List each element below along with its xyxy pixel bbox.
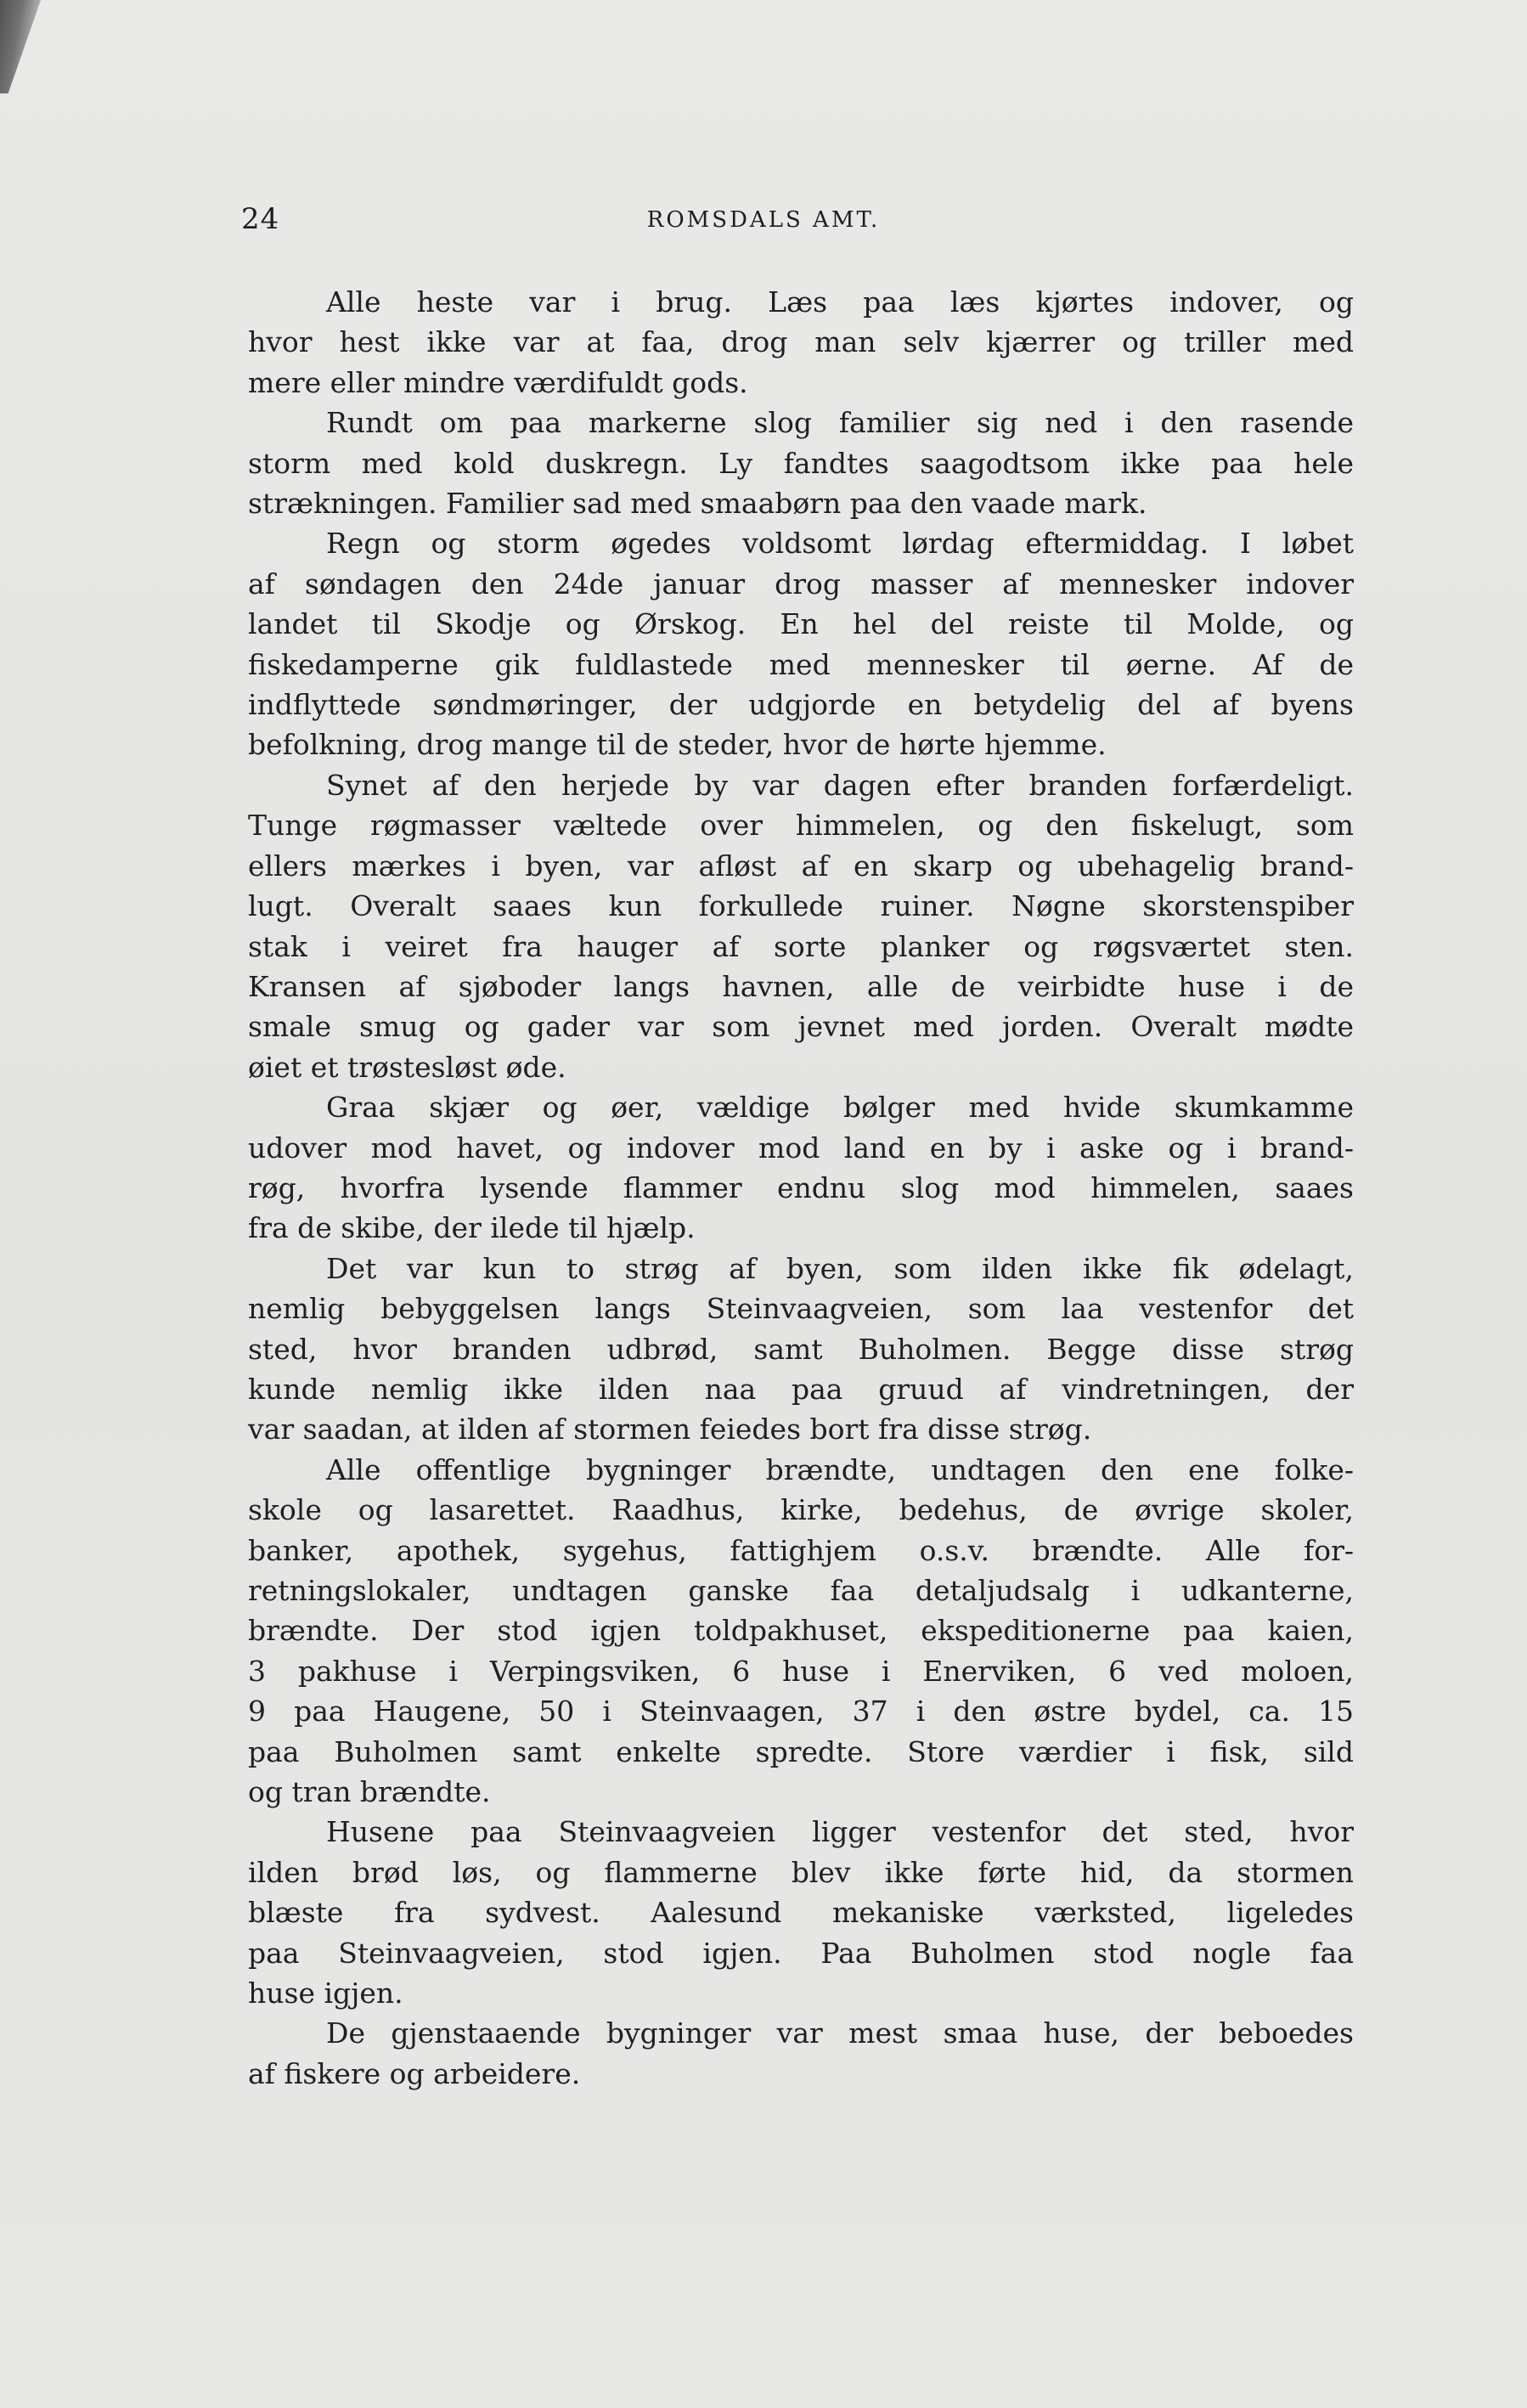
text-line: strækningen. Familier sad med smaabørn paa den vaade mark. — [248, 487, 1147, 521]
text-line: var saadan, at ilden af stormen feiedes bort fra disse strøg. — [248, 1413, 1092, 1446]
text-line: af fiskere og arbeidere. — [248, 2056, 581, 2090]
paragraph — [248, 765, 1354, 1087]
text-line: storm med kold duskregn. Ly fandtes saagodtsom ikke paa hele — [248, 446, 1354, 480]
text-line: kunde nemlig ikke ilden naa paa gruud af vindretningen, der — [248, 1372, 1354, 1406]
paragraph — [248, 1450, 1354, 1813]
text-line: af søndagen den 24de januar drog masser af mennesker indover — [248, 567, 1354, 601]
text-line: stak i veiret fra hauger af sorte planker og røgsværtet sten. — [248, 929, 1354, 963]
text-line: smale smug og gader var som jevnet med jorden. Overalt mødte — [248, 1010, 1354, 1044]
running-header — [0, 202, 1527, 241]
text-line: Husene paa Steinvaagveien ligger vestenfor det sted, hvor — [326, 1815, 1354, 1849]
text-line: Kransen af sjøboder langs havnen, alle de veirbidte huse i de — [248, 969, 1354, 1003]
text-line: skole og lasarettet. Raadhus, kirke, bedehus, de øvrige skoler, — [248, 1493, 1354, 1527]
text-line: øiet et trøstesløst øde. — [248, 1050, 566, 1084]
body-text — [248, 282, 1354, 2094]
paragraph — [248, 2013, 1354, 2094]
text-line: 3 pakhuse i Verpingsviken, 6 huse i Enerviken, 6 ved moloen, — [248, 1654, 1354, 1688]
scan-edge-shadow — [0, 0, 41, 93]
text-line: huse igjen. — [248, 1977, 403, 2010]
text-line: fiskedamperne gik fuldlastede med mennesker til øerne. Af de — [248, 647, 1354, 681]
paragraph — [248, 1087, 1354, 1249]
text-line: brændte. Der stod igjen toldpakhuset, ekspeditionerne paa kaien, — [248, 1614, 1354, 1648]
text-line: paa Buholmen samt enkelte spredte. Store værdier i fisk, sild — [248, 1734, 1354, 1768]
text-line: nemlig bebyggelsen langs Steinvaagveien, som laa vestenfor det — [248, 1292, 1354, 1326]
text-line: røg, hvorfra lysende flammer endnu slog mod himmelen, saaes — [248, 1170, 1354, 1204]
text-line: Graa skjær og øer, vældige bølger med hvide skumkamme — [326, 1091, 1354, 1125]
text-line: landet til Skodje og Ørskog. En hel del reiste til Molde, og — [248, 607, 1354, 641]
text-line: paa Steinvaagveien, stod igjen. Paa Buholmen stod nogle faa — [248, 1936, 1354, 1970]
text-line: fra de skibe, der ilede til hjælp. — [248, 1211, 696, 1245]
page-number: 24 — [241, 202, 280, 236]
running-title: ROMSDALS AMT. — [646, 207, 881, 233]
text-line: lugt. Overalt saaes kun forkullede ruiner. Nøgne skorstenspiber — [248, 889, 1354, 923]
text-line: ellers mærkes i byen, var afløst af en skarp og ubehagelig brand- — [248, 849, 1354, 883]
paragraph — [248, 1249, 1354, 1450]
text-line: Tunge røgmasser væltede over himmelen, og den fiskelugt, som — [248, 809, 1354, 843]
text-line: retningslokaler, undtagen ganske faa detaljudsalg i udkanterne, — [248, 1574, 1354, 1607]
text-line: befolkning, drog mange til de steder, hvor de hørte hjemme. — [248, 728, 1107, 762]
text-line: og tran brændte. — [248, 1775, 491, 1809]
text-line: Alle heste var i brug. Læs paa læs kjørtes indover, og — [326, 285, 1354, 319]
text-line: mere eller mindre værdifuldt gods. — [248, 365, 748, 399]
paragraph — [248, 403, 1354, 523]
text-line: Synet af den herjede by var dagen efter branden forfærdeligt. — [326, 768, 1354, 802]
text-line: udover mod havet, og indover mod land en by i aske og i brand- — [248, 1131, 1354, 1165]
text-line: Alle offentlige bygninger brændte, undtagen den ene folke- — [326, 1452, 1354, 1486]
text-line: sted, hvor branden udbrød, samt Buholmen. Begge disse strøg — [248, 1332, 1354, 1366]
text-line: 9 paa Haugene, 50 i Steinvaagen, 37 i den østre bydel, ca. 15 — [248, 1695, 1354, 1728]
text-line: blæste fra sydvest. Aalesund mekaniske værksted, ligeledes — [248, 1896, 1354, 1930]
text-line: banker, apothek, sygehus, fattighjem o.s.v. brændte. Alle for- — [248, 1533, 1354, 1567]
paragraph — [248, 1812, 1354, 2013]
text-line: indflyttede søndmøringer, der udgjorde en betydelig del af byens — [248, 688, 1354, 722]
text-line: Regn og storm øgedes voldsomt lørdag eftermiddag. I løbet — [326, 527, 1354, 561]
text-line: Det var kun to strøg af byen, som ilden ikke fik ødelagt, — [326, 1251, 1354, 1285]
paragraph — [248, 523, 1354, 764]
text-line: ilden brød løs, og flammerne blev ikke førte hid, da stormen — [248, 1855, 1354, 1889]
text-line: Rundt om paa markerne slog familier sig ned i den rasende — [326, 406, 1354, 440]
paragraph — [248, 282, 1354, 403]
text-line: hvor hest ikke var at faa, drog man selv kjærrer og triller med — [248, 325, 1354, 359]
text-line: De gjenstaaende bygninger var mest smaa huse, der beboedes — [326, 2016, 1354, 2050]
